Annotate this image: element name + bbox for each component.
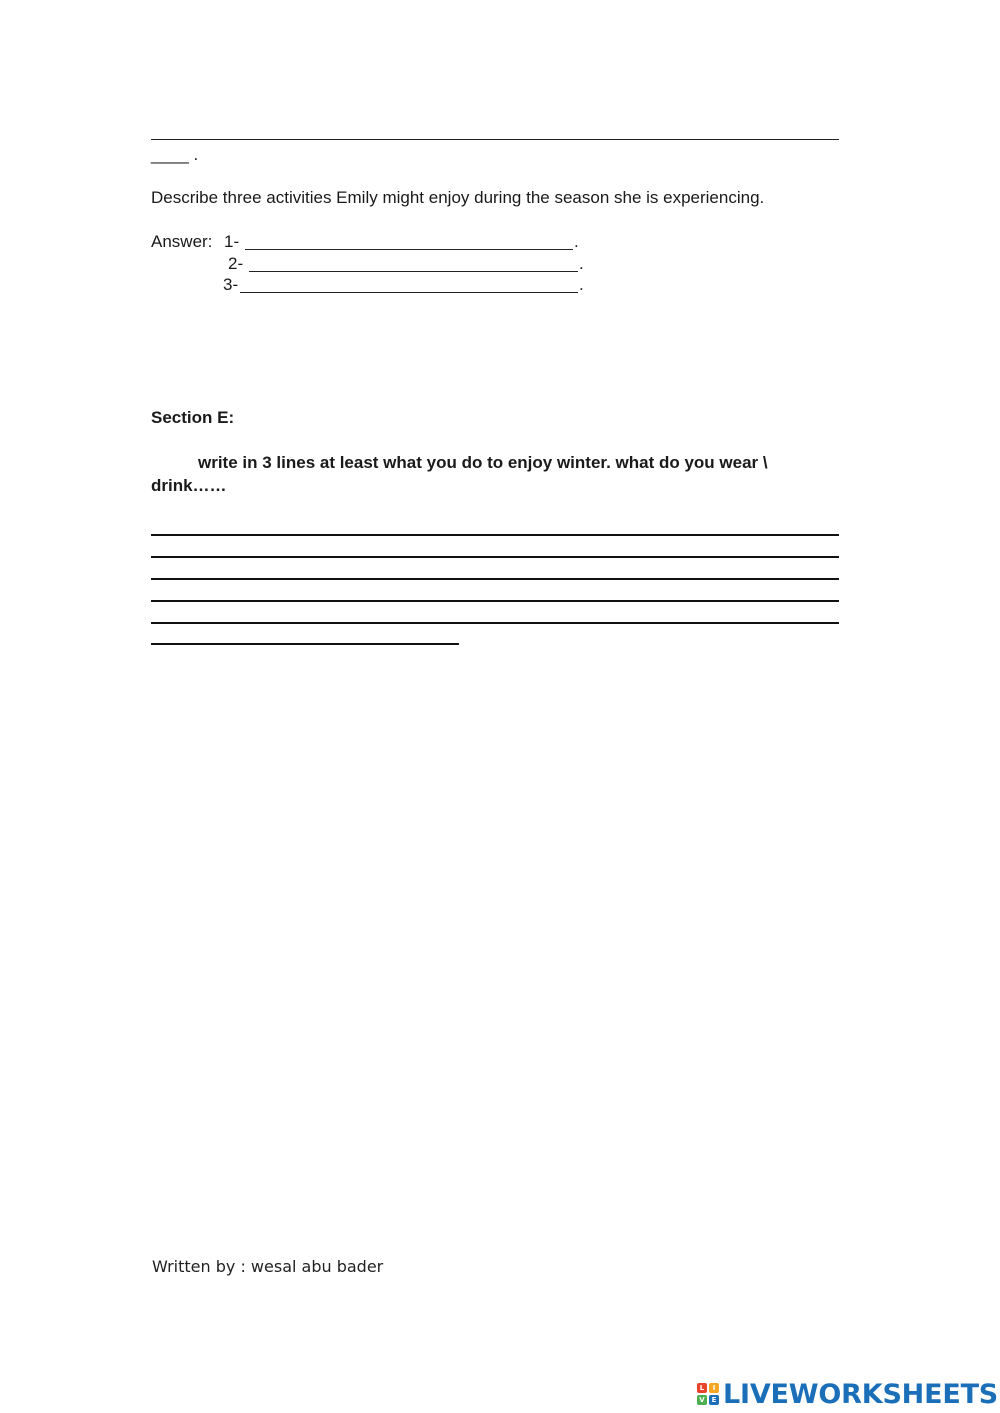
answer-item-2-label: 2- [228,254,244,273]
section-e-prompt-line1: write in 3 lines at least what you do to enjoy winter. what do you wear \ [198,453,768,472]
answer-item-3-blank[interactable] [240,292,578,293]
logo-tile: E [709,1395,719,1405]
writing-line[interactable] [151,600,839,602]
answer-line-continuation[interactable]: ____ . [151,145,199,164]
answer-item-3-label: 3- [223,275,239,294]
writing-line[interactable] [151,622,839,624]
writing-line[interactable] [151,578,839,580]
answer-item-1-blank[interactable] [245,249,573,250]
section-e-prompt-line2: drink…… [151,476,227,495]
answer-item-3-end: . [579,275,584,294]
liveworksheets-logo [697,1376,998,1412]
section-e-heading: Section E: [151,408,235,427]
logo-tile: V [697,1395,707,1405]
writing-line[interactable] [151,534,839,536]
logo-tile: L [697,1383,707,1393]
answer-prefix: Answer: [151,232,213,251]
answer-item-1-label: 1- [224,232,240,251]
author-credit: Written by : wesal abu bader [152,1257,384,1276]
writing-line[interactable] [151,643,459,645]
writing-line[interactable] [151,556,839,558]
answer-item-1-end: . [574,232,579,251]
answer-line-top[interactable] [151,139,839,140]
answer-item-2-blank[interactable] [249,271,578,272]
question-text: Describe three activities Emily might enjoy during the season she is experiencing. [151,188,765,207]
brand-name: LIVEWORKSHEETS [723,1378,999,1410]
answer-item-2-end: . [579,254,584,273]
liveworksheets-icon [697,1383,719,1405]
logo-tile: I [709,1383,719,1393]
